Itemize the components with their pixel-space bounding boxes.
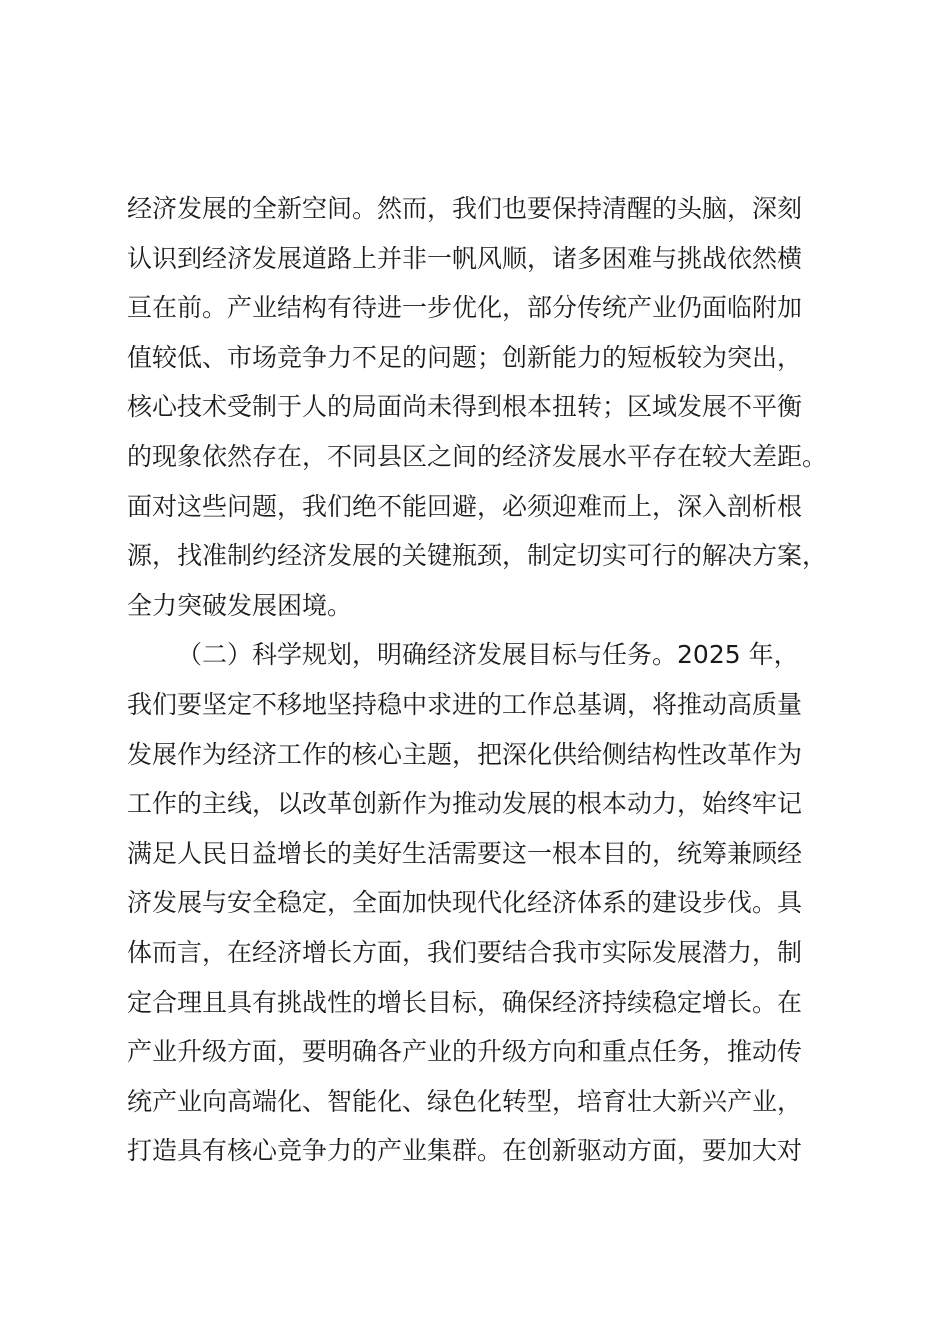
text-line: 发展作为经济工作的核心主题，把深化供给侧结构性改革作为: [127, 739, 803, 769]
text-line: 面对这些问题，我们绝不能回避，必须迎难而上，深入剖析根: [127, 491, 803, 521]
text-line: 亘在前。产业结构有待进一步优化，部分传统产业仍面临附加: [127, 293, 803, 323]
text-line: 体而言，在经济增长方面，我们要结合我市实际发展潜力，制: [127, 937, 803, 967]
text-line: 值较低、市场竞争力不足的问题；创新能力的短板较为突出，: [127, 342, 803, 372]
text-line: 的现象依然存在，不同县区之间的经济发展水平存在较大差距。: [127, 441, 828, 471]
text-line: 济发展与安全稳定，全面加快现代化经济体系的建设步伐。具: [127, 888, 803, 918]
text-line: 满足人民日益增长的美好生活需要这一根本目的，统筹兼顾经: [127, 838, 803, 868]
text-line: 全力突破发展困境。: [127, 590, 353, 620]
body-text: [127, 184, 867, 1176]
text-line: 统产业向高端化、智能化、绿色化转型，培育壮大新兴产业，: [127, 1086, 803, 1116]
text-line: 源，找准制约经济发展的关键瓶颈，制定切实可行的解决方案，: [127, 541, 828, 571]
text-line: 定合理且具有挑战性的增长目标，确保经济持续稳定增长。在: [127, 987, 803, 1017]
text-line: 认识到经济发展道路上并非一帆风顺，诸多困难与挑战依然横: [127, 243, 803, 273]
text-line: 我们要坚定不移地坚持稳中求进的工作总基调，将推动高质量: [127, 689, 803, 719]
section-heading-line: （二）科学规划，明确经济发展目标与任务。2025 年，: [177, 640, 799, 670]
text-line: 打造具有核心竞争力的产业集群。在创新驱动方面，要加大对: [127, 1136, 803, 1166]
text-line: 工作的主线，以改革创新作为推动发展的根本动力，始终牢记: [127, 789, 803, 819]
text-line: 核心技术受制于人的局面尚未得到根本扭转；区域发展不平衡: [127, 392, 803, 422]
text-line: 经济发展的全新空间。然而，我们也要保持清醒的头脑，深刻: [127, 194, 803, 223]
text-line: 产业升级方面，要明确各产业的升级方向和重点任务，推动传: [127, 1037, 803, 1067]
